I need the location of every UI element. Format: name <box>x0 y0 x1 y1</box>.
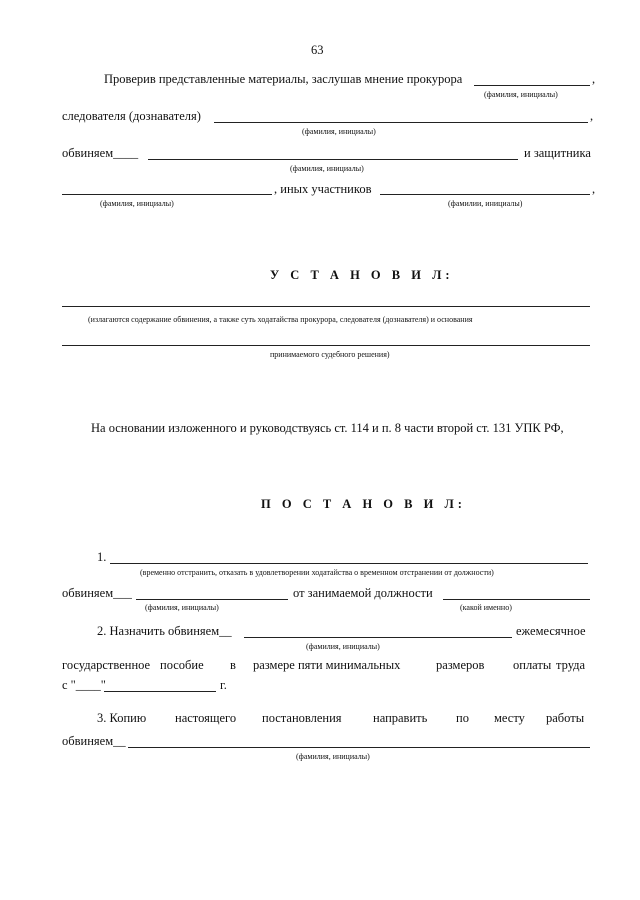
other-participants-line[interactable] <box>380 194 590 195</box>
item2-word-5: размеров <box>436 658 485 672</box>
item1-number: 1. <box>97 550 107 564</box>
item2-word-3: в <box>230 658 236 672</box>
established-caption-2: принимаемого судебного решения) <box>270 350 390 359</box>
item2-accused-name-line[interactable] <box>244 637 512 638</box>
prosecutor-caption: (фамилия, инициалы) <box>484 90 558 99</box>
item3-accused-label: обвиняем__ <box>62 734 126 748</box>
item2-label: 2. Назначить обвиняем__ <box>97 624 232 638</box>
item2-date-from: с "____" <box>62 678 106 692</box>
investigator-caption: (фамилия, инициалы) <box>302 127 376 136</box>
other-participants-label: , иных участников <box>274 182 372 196</box>
item3-word-6: месту <box>494 711 525 725</box>
item3-accused-name-line[interactable] <box>128 747 590 748</box>
item3-word-4: направить <box>373 711 428 725</box>
item2-word-1: государственное <box>62 658 151 672</box>
other-participants-comma: , <box>592 182 596 196</box>
page-number: 63 <box>311 43 324 57</box>
item2-date-end: г. <box>220 678 227 692</box>
item2-monthly-label: ежемесячное <box>516 624 586 638</box>
defender-caption: (фамилия, инициалы) <box>100 199 174 208</box>
decided-heading: П О С Т А Н О В И Л: <box>261 497 466 511</box>
item3-word-5: по <box>456 711 469 725</box>
item3-word-3: постановления <box>262 711 342 725</box>
defender-name-line[interactable] <box>62 194 272 195</box>
item3-word-1: 3. Копию <box>97 711 147 725</box>
item2-word-7: труда <box>556 658 586 672</box>
item3-word-2: настоящего <box>175 711 237 725</box>
item1-name-caption: (фамилия, инициалы) <box>145 603 219 612</box>
accused-name-line[interactable] <box>148 159 518 160</box>
item2-word-6: оплаты <box>513 658 552 672</box>
item2-word-4: размере пяти минимальных <box>253 658 401 672</box>
item3-caption: (фамилия, инициалы) <box>296 752 370 761</box>
item1-post-line[interactable] <box>443 599 590 600</box>
prosecutor-name-line[interactable] <box>474 85 590 86</box>
prosecutor-comma: , <box>592 72 596 86</box>
established-line-2[interactable] <box>62 345 590 346</box>
item2-word-2: пособие <box>160 658 204 672</box>
investigator-label: следователя (дознавателя) <box>62 109 201 123</box>
participants-caption: (фамилии, инициалы) <box>448 199 523 208</box>
item1-accused-label: обвиняем___ <box>62 586 132 600</box>
item1-decision-line[interactable] <box>110 563 588 564</box>
item3-word-7: работы <box>546 711 585 725</box>
item1-caption: (временно отстранить, отказать в удовлетворении ходатайства о временном отстранении от должности) <box>140 568 494 577</box>
established-line-1[interactable] <box>62 306 590 307</box>
item1-which-caption: (какой именно) <box>460 603 512 612</box>
defender-label: и защитника <box>524 146 591 160</box>
prosecutor-label: Проверив представленные материалы, заслушав мнение прокурора <box>104 72 463 86</box>
basis-text: На основании изложенного и руководствуясь ст. 114 и п. 8 части второй ст. 131 УПК РФ, <box>91 421 564 435</box>
established-caption-1: (излагаются содержание обвинения, а также суть ходатайства прокурора, следователя (дознавателя) и основания <box>88 315 473 324</box>
established-heading: У С Т А Н О В И Л: <box>270 268 454 282</box>
accused-caption: (фамилия, инициалы) <box>290 164 364 173</box>
accused-label: обвиняем____ <box>62 146 139 160</box>
item2-caption: (фамилия, инициалы) <box>306 642 380 651</box>
item1-from-post-label: от занимаемой должности <box>293 586 433 600</box>
item1-accused-name-line[interactable] <box>136 599 288 600</box>
investigator-name-line[interactable] <box>214 122 588 123</box>
investigator-comma: , <box>590 109 594 123</box>
item2-date-line[interactable] <box>104 691 216 692</box>
